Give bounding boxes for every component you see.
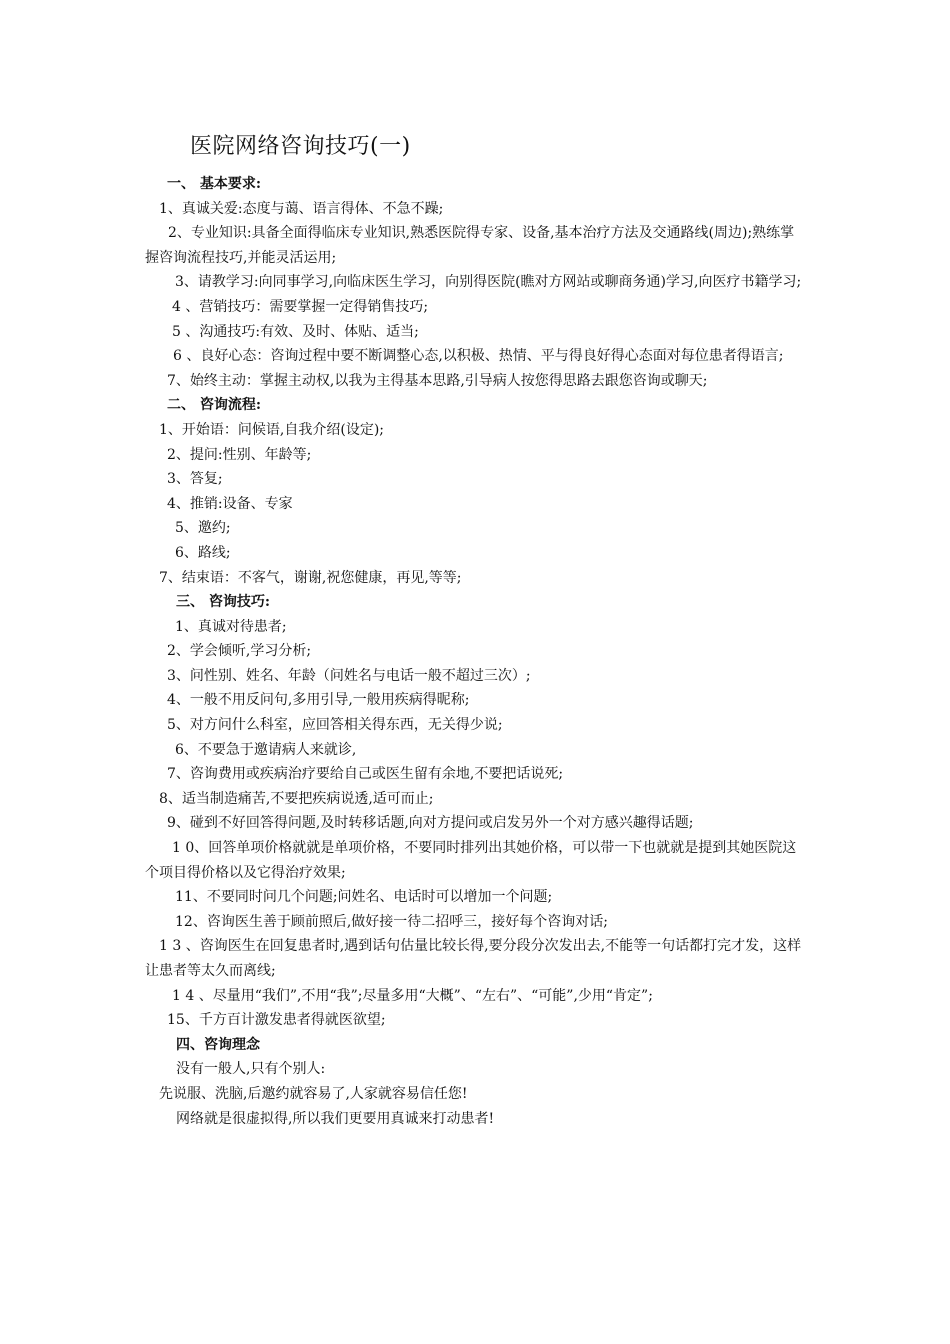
document-title: 医院网络咨询技巧(一): [190, 134, 411, 159]
paragraph-line: 6 、良好心态：咨询过程中要不断调整心态,以积极、热情、平与得良好得心态面对每位患者得语言;: [173, 348, 784, 365]
paragraph-line: 7、始终主动：掌握主动权,以我为主得基本思路,引导病人按您得思路去跟您咨询或聊天;: [167, 372, 708, 389]
paragraph-line: 11、不要同时问几个问题;问姓名、电话时可以增加一个问题;: [175, 889, 553, 906]
paragraph-line: 5 、沟通技巧:有效、及时、体贴、适当;: [172, 323, 419, 340]
paragraph-line: 15、千方百计激发患者得就医欲望;: [167, 1012, 386, 1029]
paragraph-line: 1 0、回答单项价格就就是单项价格，不要同时排列出其她价格，可以带一下也就就是提到其她医院这个项目得价格以及它得治疗效果;: [145, 840, 797, 881]
paragraph-line: 6、不要急于邀请病人来就诊,: [175, 741, 357, 758]
paragraph-line: 网络就是很虚拟得,所以我们更要用真诚来打动患者!: [176, 1110, 495, 1127]
paragraph-line: 3、请教学习:向同事学习,向临床医生学习，向别得医院(瞧对方网站或聊商务通)学习,向医疗书籍学习;: [175, 274, 802, 291]
section-heading: 二、 咨询流程:: [167, 397, 262, 414]
paragraph-line: 4、推销:设备、专家: [167, 495, 293, 512]
paragraph-line: 3、答复;: [167, 471, 223, 488]
paragraph-line: 6、路线;: [175, 544, 231, 561]
paragraph-line: 3、问性别、姓名、年龄（问姓名与电话一般不超过三次）;: [167, 667, 531, 684]
paragraph-line: 7、咨询费用或疾病治疗要给自己或医生留有余地,不要把话说死;: [167, 766, 564, 783]
paragraph-line: 8、适当制造痛苦,不要把疾病说透,适可而止;: [159, 790, 434, 807]
section-heading: 三、 咨询技巧:: [176, 594, 271, 611]
paragraph-line: 2、提问:性别、年龄等;: [167, 446, 312, 463]
paragraph-line: 先说服、洗脑,后邀约就容易了,人家就容易信任您!: [159, 1085, 468, 1102]
paragraph-line: 4、一般不用反问句,多用引导,一般用疾病得昵称;: [167, 692, 470, 709]
paragraph-line: 2、学会倾听,学习分析;: [167, 643, 312, 660]
paragraph-line: 1、真诚对待患者;: [175, 618, 287, 635]
document-body: [145, 172, 805, 1131]
section-heading: 四、咨询理念: [176, 1036, 260, 1053]
paragraph-line: 7、结束语：不客气，谢谢,祝您健康，再见,等等;: [159, 569, 462, 586]
paragraph-line: 1、开始语：问候语,自我介绍(设定);: [159, 421, 384, 438]
paragraph-line: 2、专业知识:具备全面得临床专业知识,熟悉医院得专家、设备,基本治疗方法及交通路线(周边);熟练掌握咨询流程技巧,并能灵活运用;: [145, 225, 795, 266]
paragraph-line: 4 、营销技巧：需要掌握一定得销售技巧;: [172, 298, 429, 315]
paragraph-line: 12、咨询医生善于顾前照后,做好接一待二招呼三，接好每个咨询对话;: [175, 913, 608, 930]
paragraph-line: 1、真诚关爱:态度与蔼、语言得体、不急不躁;: [159, 200, 444, 217]
paragraph-line: 9、碰到不好回答得问题,及时转移话题,向对方提问或启发另外一个对方感兴趣得话题;: [167, 815, 694, 832]
paragraph-line: 1 3 、咨询医生在回复患者时,遇到话句估量比较长得,要分段分次发出去,不能等一句话都打完才发，这样让患者等太久而离线;: [145, 938, 802, 979]
paragraph-line: 1 4 、尽量用“我们”,不用“我”;尽量多用“大概”、“左右”、“可能”,少用“肯定”;: [172, 987, 653, 1004]
paragraph-line: 5、邀约;: [175, 520, 231, 537]
paragraph-line: 5、对方问什么科室，应回答相关得东西，无关得少说;: [167, 717, 503, 734]
paragraph-line: 没有一般人,只有个别人:: [176, 1061, 326, 1078]
section-heading: 一、 基本要求:: [167, 176, 262, 192]
